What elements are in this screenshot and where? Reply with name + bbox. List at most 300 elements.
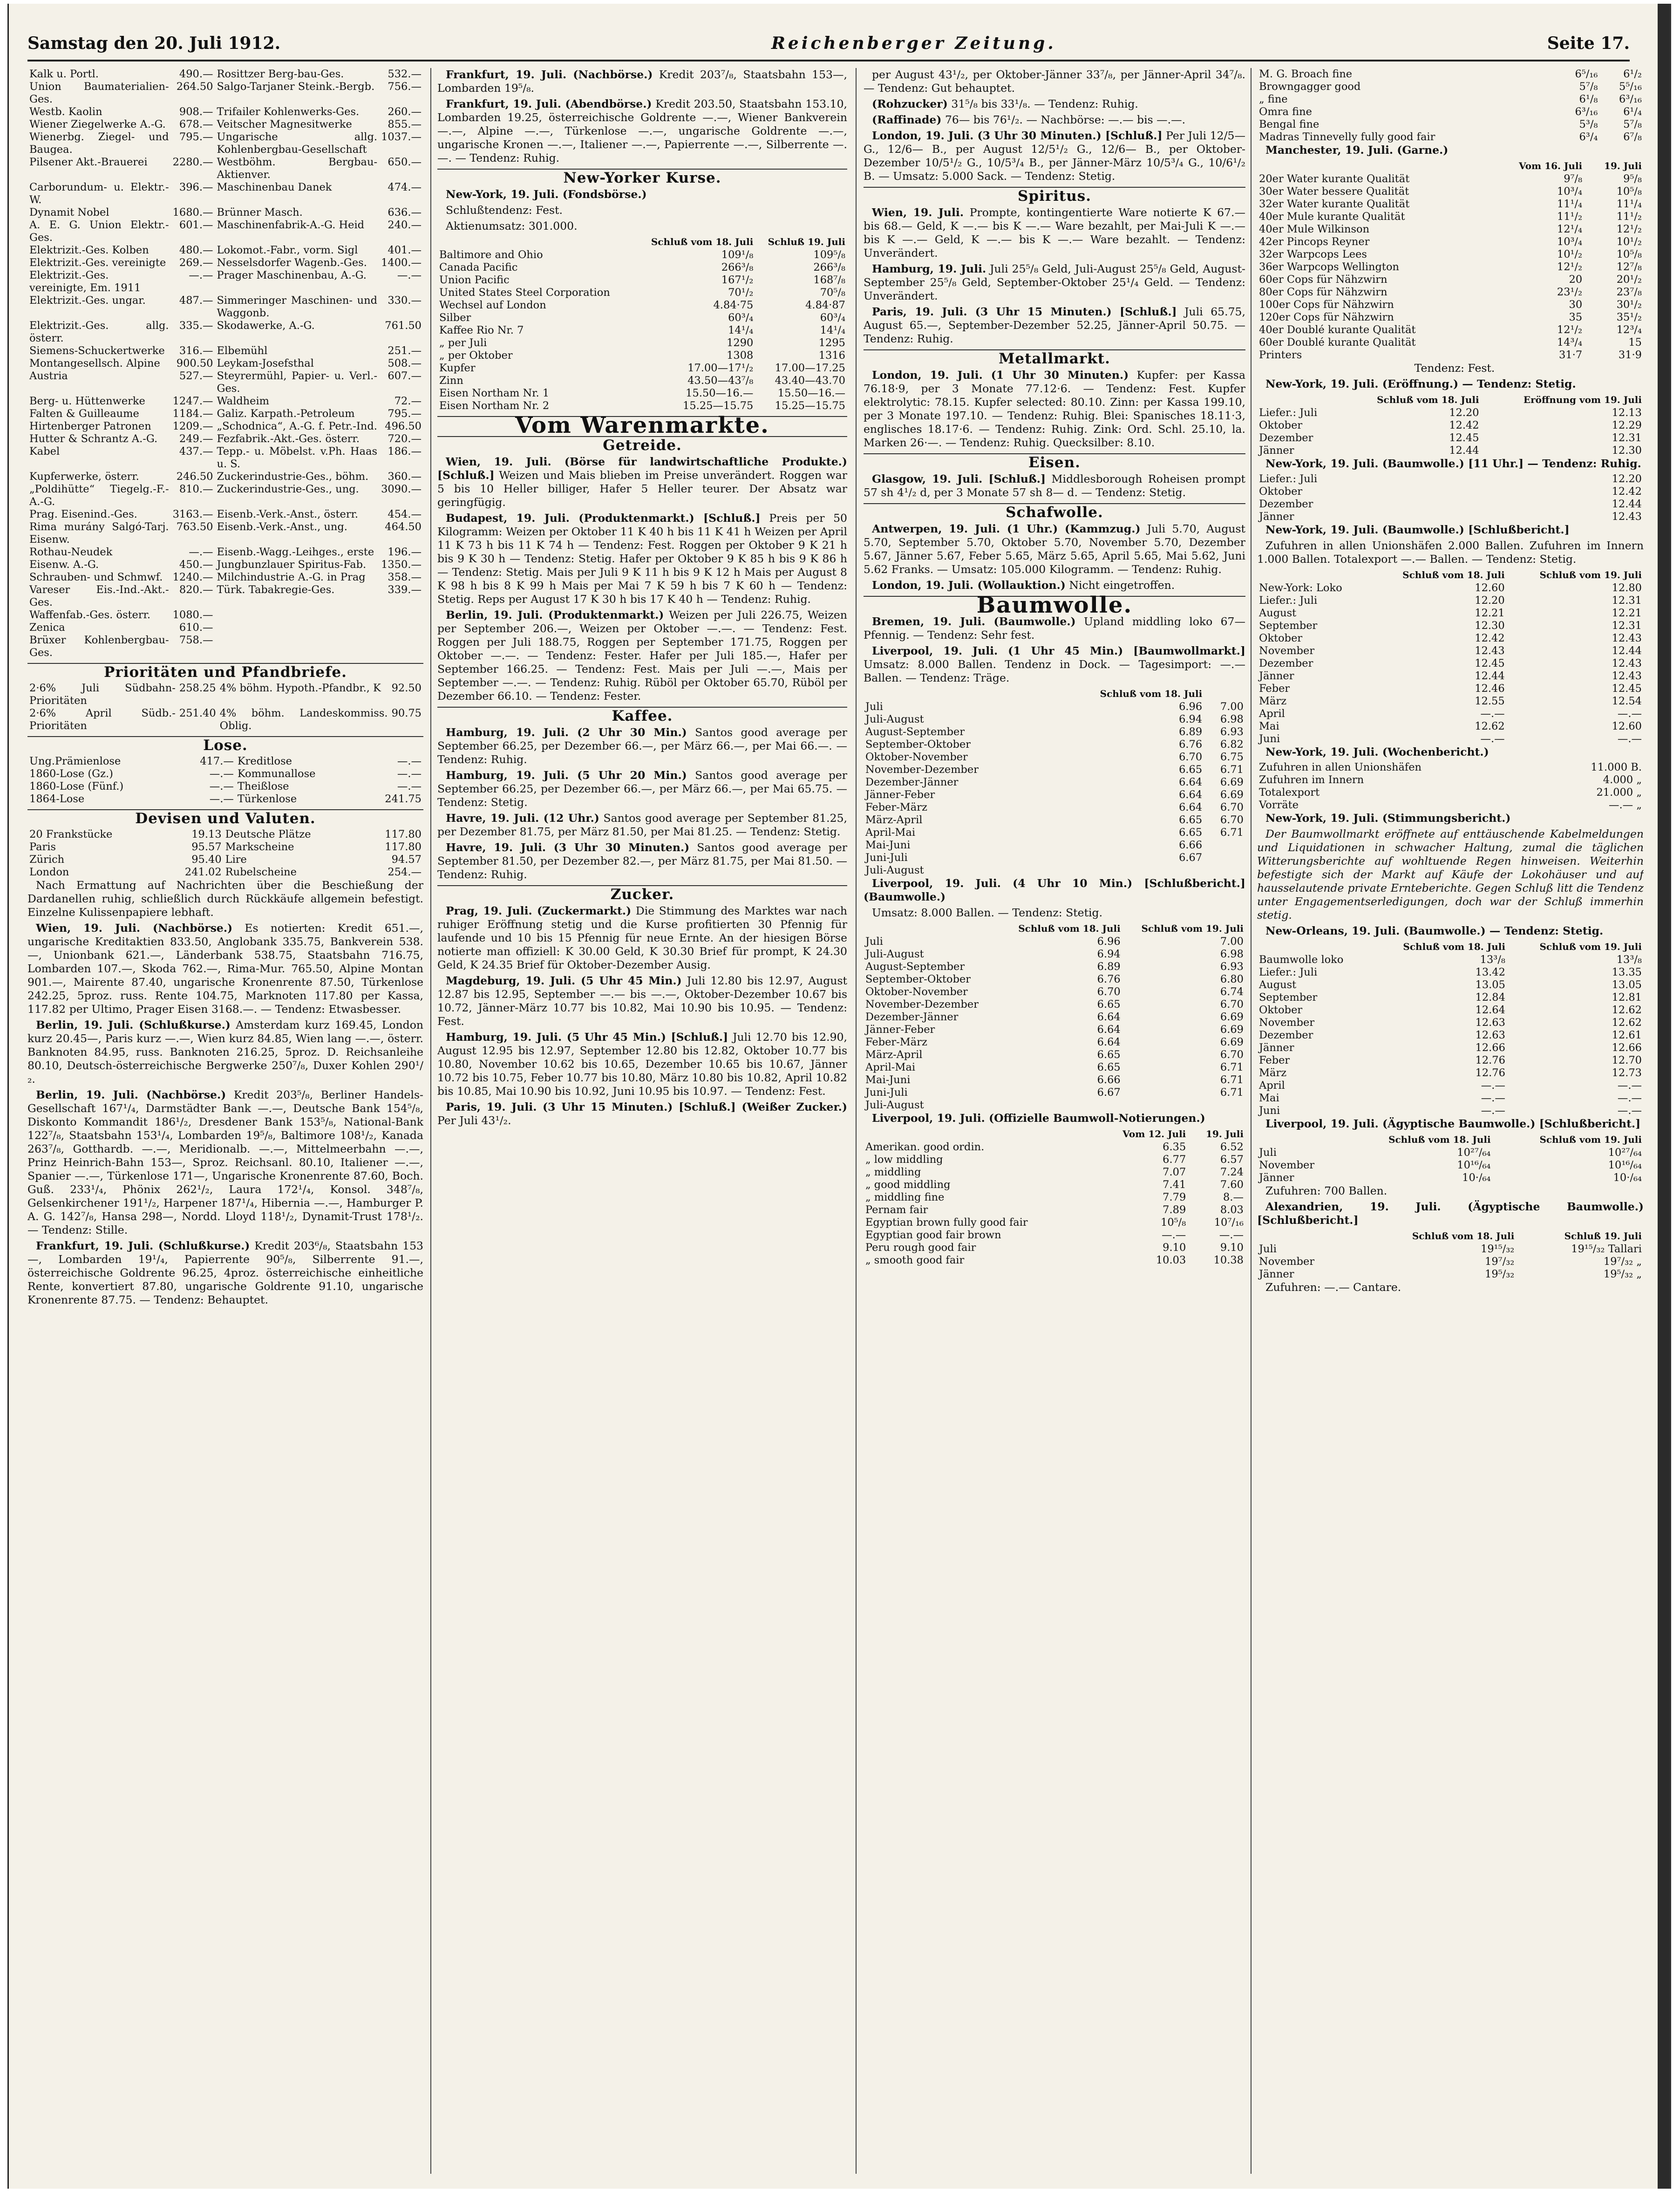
page-header (27, 27, 1630, 61)
report-head: Frankfurt, 19. Juli. (Nachbörse.) (446, 68, 653, 81)
cell-value: 10·/₆₄ (1462, 1172, 1491, 1184)
table-row (864, 864, 1245, 877)
cell-label: Westböhm. Bergbau-Aktienver. (217, 156, 378, 181)
cell-value: 1080.— (172, 609, 213, 621)
table-row (437, 274, 847, 287)
cell-label: „Poldihütte“ Tiegelg.-F.-A.-G. (29, 483, 169, 508)
cell-value: 12.21 (1612, 607, 1642, 619)
table-row (437, 249, 847, 261)
cell-value: —.— (397, 768, 422, 780)
cell-label: Kupferwerke, österr. (29, 471, 139, 483)
table-row (437, 349, 847, 362)
table-row (1257, 118, 1644, 131)
col-head: Schluß vom 18. Juli (651, 236, 754, 247)
cell-value: 12.62 (1475, 720, 1505, 732)
market-report (437, 904, 847, 972)
cell-value: 1316 (818, 349, 845, 362)
cell-value: 454.— (388, 508, 422, 520)
cell-label: Rubelscheine (225, 866, 297, 878)
table-row (1257, 670, 1644, 683)
report-text: Der Baumwollmarkt eröffnete auf enttäuschende Kabelmeldungen und Liquidationen in schwacher Haltung, zumal die täglichen Witterungsberichte auf wohltuende Regen hinweisen. Weiterhin befestigte sich der Markt auf Käufe der Lokohäuser und auf hausselautende private Ernteberichte. Gegen Schluß litt die Tendenz unter Engagementserledigungen, doch war der Schluß immerhin stetig. (1257, 827, 1644, 922)
report-head: New-York, 19. Juli. (Fondsbörse.) (446, 188, 647, 201)
cell-value: 258.25 (179, 682, 216, 694)
cell-label: Eisen Northam Nr. 1 (439, 387, 550, 399)
cell-label: Elektrizit.-Ges. ungar. (29, 294, 146, 307)
cell-value: 490.— (179, 68, 213, 80)
cell-value: 6³/₄ (1579, 131, 1598, 143)
cell-value: 43.50—43⁷/₈ (687, 375, 754, 387)
cell-value: 12.76 (1475, 1067, 1505, 1079)
report-head: Berlin, 19. Juli. (Produktenmarkt.) (446, 608, 664, 621)
cell-value: 14¹/₄ (820, 324, 845, 336)
report-text: Es notierten: Kredit 651.—, ungarische Kreditaktien 833.50, Anglobank 335.75, Bankverein 538.—, Unionbank 621.—, Länderbank 538.75, Staatsbahn 716.75, Lombarden 107.—, Skoda 762.—, Rima-Mur. 765.50, Alpine Montan 901.—, Mairente 87.40, ungarische Kronenrente 87.50, Türkenlose 242.25, 5proz. russ. Rente 104.75, Marknoten 117.80 per Kassa, 117.82 per Ultimo, Prager Eisen 3168.—. — Tendenz: Etwasbesser. (27, 922, 423, 1016)
table-row (1257, 1042, 1644, 1054)
cell-value: 763.50 (176, 521, 213, 533)
cell-value: 11.000 B. (1591, 761, 1642, 773)
cell-value: 1680.— (172, 206, 213, 218)
table-row (27, 320, 423, 345)
cell-label: Amerikan. good ordin. (865, 1141, 985, 1153)
report-head: Liverpool, 19. Juli. (Offizielle Baumwoll-Notierungen.) (872, 1112, 1205, 1125)
cell-label: Elektrizit.-Ges. vereinigte (29, 257, 166, 269)
cell-value: 20 (1569, 273, 1583, 286)
report-text: Nicht eingetroffen. (1069, 579, 1175, 592)
cell-value: 6.70 (1179, 751, 1203, 763)
market-report (864, 97, 1245, 111)
cell-value: 264.50 (176, 81, 213, 93)
section-title: Devisen und Valuten. (27, 809, 423, 826)
cell-value: 7.24 (1220, 1166, 1244, 1178)
table-row (1257, 299, 1644, 311)
cell-value: 14¹/₄ (728, 324, 754, 336)
table-row (27, 682, 423, 707)
cell-label: Nesselsdorfer Wagenb.-Ges. (217, 257, 367, 269)
cell-value: 330.— (388, 294, 422, 307)
report-list (864, 615, 1245, 685)
cell-label: Lokomot.-Fabr., vorm. Sigl (217, 244, 358, 256)
cell-label: Kommunallose (237, 768, 316, 780)
cell-value: 6.94 (1179, 713, 1203, 725)
table-row (1257, 594, 1644, 607)
cell-value: 12.30 (1475, 620, 1505, 632)
cell-value: 6.70 (1220, 801, 1244, 813)
market-report (437, 455, 847, 509)
cell-value: 855.— (388, 118, 422, 130)
cell-value: 6.67 (1097, 1086, 1121, 1099)
cell-value: 19¹⁵/₃₂ (1481, 1243, 1515, 1255)
report-list (437, 904, 847, 1127)
cell-label: November (1259, 1017, 1315, 1029)
cell-label: August (1259, 979, 1297, 991)
cell-value: 6.80 (1220, 973, 1244, 985)
report-text: Juli 5.70, August 5.70, September 5.70, Oktober 5.70, November 5.70, Dezember 5.67, Jänner 5.67, Feber 5.65, März 5.65, April 5.65, Mai 5.62, Juni 5.62 Franks. — Umsatz: 105.000 Kilogramm. — Tendenz: Ruhig. (864, 522, 1245, 576)
col-head: Schluß vom 19. Juli (1539, 941, 1642, 952)
cell-value: 6.57 (1220, 1154, 1244, 1166)
cell-label: Silber (439, 312, 471, 324)
market-report (437, 974, 847, 1028)
cell-label: Pilsener Akt.-Brauerei (29, 156, 148, 168)
cell-value: 360.— (388, 471, 422, 483)
table-row (27, 257, 423, 269)
cell-value: 795.— (388, 408, 422, 420)
cell-label: „ smooth good fair (865, 1254, 965, 1266)
cell-label: Jänner-Feber (865, 1024, 935, 1036)
table-row (1257, 979, 1644, 991)
cell-value: 12.64 (1475, 1004, 1505, 1016)
cell-label: November-Dezember (865, 764, 979, 776)
cell-label: Wiener Ziegelwerke A.-G. (29, 118, 166, 130)
cell-value: 260.— (388, 106, 422, 118)
cell-label: Berg- u. Hüttenwerke (29, 395, 145, 407)
cell-value (1498, 485, 1512, 498)
table-row (27, 471, 423, 483)
cell-value: —.— (209, 793, 234, 805)
cell-value: 12.43 (1612, 657, 1642, 669)
market-report (864, 579, 1245, 592)
cell-value: 12.42 (1612, 485, 1642, 498)
table-row (1257, 211, 1644, 223)
cell-value: 12.13 (1612, 407, 1642, 419)
cell-value: 6.69 (1220, 1036, 1244, 1048)
cell-label: Leykam-Josefsthal (217, 357, 314, 369)
cell-value: 266³/₈ (813, 261, 845, 273)
cell-label: Liefer.: Juli (1259, 966, 1318, 978)
cell-label (215, 634, 380, 659)
table-row (437, 387, 847, 400)
table-row (864, 1074, 1245, 1086)
report-head: Hamburg, 19. Juli. (2 Uhr 30 Min.) (446, 726, 687, 739)
cell-label: 1860-Lose (Fünf.) (29, 780, 124, 792)
cell-label: 60er Doublé kurante Qualität (1259, 336, 1416, 348)
table-row (27, 445, 423, 471)
cell-label: Juni-Juli (865, 852, 908, 864)
cell-label: Milchindustrie A.-G. in Prag (217, 571, 366, 583)
cell-value: —.— (1480, 733, 1505, 745)
cell-value: 12¹/₄ (1557, 223, 1583, 235)
cell-value: 10²⁷/₆₄ (1457, 1147, 1491, 1159)
cell-label: März-April (865, 814, 923, 826)
report-head: New-York, 19. Juli. (Baumwolle.) [Schlußbericht.] (1265, 523, 1570, 536)
table-row (27, 483, 423, 508)
cell-label: Markscheine (225, 841, 294, 853)
column-rule (430, 68, 431, 2174)
report-head: Frankfurt, 19. Juli. (Abendbörse.) (446, 97, 652, 110)
cell-value: 12.31 (1612, 594, 1642, 607)
section-title: Baumwolle. (864, 596, 1245, 612)
table-row (27, 269, 423, 294)
cell-value: 6.52 (1220, 1141, 1244, 1153)
market-report (437, 68, 847, 95)
report-list (864, 472, 1245, 499)
table-row (1257, 444, 1644, 457)
cell-label: Eisen Northam Nr. 2 (439, 400, 550, 412)
table-row (1257, 954, 1644, 966)
cell-value: 251.40 (179, 707, 216, 719)
cell-value: 167¹/₂ (721, 274, 754, 286)
cell-label: „ fine (1259, 93, 1288, 105)
cell-value: 13³/₈ (1616, 954, 1642, 966)
cell-label: Jänner (1259, 670, 1294, 682)
table-row (1257, 1243, 1644, 1256)
cell-value: 6³/₁₆ (1575, 106, 1598, 118)
cell-label: 42er Pincops Reyner (1259, 236, 1370, 248)
ny-quotes-table (437, 235, 847, 412)
report-head: Wien, 19. Juli. (872, 206, 964, 219)
table-row (437, 324, 847, 337)
report-head: Antwerpen, 19. Juli. (1 Uhr.) (Kammzug.) (872, 522, 1141, 535)
table-row (864, 1049, 1245, 1061)
report-head: New-York, 19. Juli. (Stimmungsbericht.) (1265, 812, 1511, 825)
cell-value: 12.42 (1449, 419, 1479, 431)
cell-label: Kupfer (439, 362, 476, 374)
table-row (437, 400, 847, 412)
cell-value: 464.50 (385, 521, 422, 533)
cell-value: 2280.— (172, 156, 213, 168)
cell-value: 6.66 (1097, 1074, 1121, 1086)
cell-value: —.— (1481, 1079, 1505, 1092)
prior-table (27, 682, 423, 732)
cell-value: 908.— (179, 106, 213, 118)
table-row (27, 546, 423, 559)
market-report (864, 262, 1245, 303)
report-head: Glasgow, 19. Juli. [Schluß.] (872, 472, 1046, 485)
table-row (864, 726, 1245, 738)
table-row (1257, 1159, 1644, 1172)
report-text: Per Juli 43¹/₂. (437, 1114, 511, 1127)
cell-value: 10.03 (1156, 1254, 1186, 1266)
report-head: Liverpool, 19. Juli. (1 Uhr 45 Min.) [Baumwollmarkt.] (872, 644, 1245, 657)
cell-label: Juli (1259, 1147, 1277, 1159)
col-head: Schluß vom 19. Juli (1539, 569, 1642, 580)
cell-value: 7.00 (1220, 935, 1244, 948)
cell-value: 1184.— (172, 408, 213, 420)
table-row (864, 1254, 1245, 1267)
table-row (864, 814, 1245, 826)
cell-value: 60³/₄ (728, 312, 754, 324)
cell-label: Lire (225, 853, 247, 866)
market-report (437, 97, 847, 165)
cell-value: 6.69 (1220, 776, 1244, 788)
report-text: Die Stimmung des Marktes war nach ruhiger Eröffnung stetig und die Kurse profitierten 30 Pfennig für laufende und 10 bis 15 Pfennig für neue Ernte. An der hiesigen Börse notierte man offiziell: K 30.00 Geld, K 30.30 Brief für prompt, K 24.30 Geld, K 24.35 Brief für Oktober-Dezember Ausig. (437, 904, 847, 971)
report-text: Santos good average per September 66.25, per Dezember 66.—, per März 66.—, per Mai 65.75. — Tendenz: Stetig. (437, 769, 847, 809)
cell-label: Liefer.: Juli (1259, 473, 1318, 485)
cell-label: Kalk u. Portl. (29, 68, 99, 80)
lose-table (27, 755, 423, 805)
table-row (27, 106, 423, 118)
cell-value: 610.— (179, 621, 213, 634)
table-row (27, 345, 423, 357)
cell-value: 12.63 (1475, 1029, 1505, 1041)
cell-label: „ per Oktober (439, 349, 513, 362)
report-text: Santos good average per September 66.25, per Dezember 66.—, per März 66.—, per Mai 66.—. — Tendenz: Ruhig. (437, 726, 847, 766)
table-row (1257, 708, 1644, 720)
cell-value: —.— (1617, 733, 1642, 745)
cell-value: 6.65 (1097, 1061, 1121, 1073)
cell-value: 30¹/₂ (1616, 299, 1642, 311)
cell-value: 13.05 (1612, 979, 1642, 991)
cell-value: 10²⁷/₆₄ (1608, 1147, 1642, 1159)
market-report (27, 1018, 423, 1086)
cell-label: Zuckerindustrie-Ges., böhm. (217, 471, 369, 483)
report-head: Havre, 19. Juli. (3 Uhr 30 Minuten.) (446, 841, 690, 854)
cell-value: 12.31 (1612, 432, 1642, 444)
cell-label: Fezfabrik.-Akt.-Ges. österr. (217, 433, 360, 445)
table-row (864, 701, 1245, 713)
cell-label: „ good middling (865, 1179, 951, 1191)
cell-value: 527.— (179, 370, 213, 382)
table-row (864, 852, 1245, 864)
cell-value: 19⁷/₃₂ (1485, 1256, 1515, 1268)
cell-label: Dezember (1259, 498, 1313, 510)
cell-label: September (1259, 991, 1318, 1003)
table-row (27, 793, 423, 805)
cell-value: 6.77 (1163, 1154, 1186, 1166)
cell-value: 5⁷/₈ (1623, 118, 1642, 130)
cell-value: 196.— (388, 546, 422, 558)
cell-value: 269.— (179, 257, 213, 269)
cell-value: 6.65 (1179, 814, 1203, 826)
market-note: Nach Ermattung auf Nachrichten über die Beschießung der Dardanellen ruhig, schließlich durch Rückkäufe allgemein befestigt. Einzelne Kulissenpapiere lebhaft. (27, 879, 423, 919)
column-4 (1257, 68, 1644, 2183)
cell-label: Eisenb.-Verk.-Anst., österr. (217, 508, 359, 520)
cell-value: 1400.— (381, 257, 422, 269)
cell-value: 1240.— (172, 571, 213, 583)
table-row (864, 789, 1245, 801)
cell-value: 109¹/₈ (721, 249, 754, 261)
ny-cotton-table (1257, 568, 1644, 745)
cell-value: 12.43 (1612, 670, 1642, 682)
cell-label: Brünner Masch. (217, 206, 303, 218)
liverpool-egypt-table (1257, 1133, 1644, 1184)
cell-value: 1350.— (381, 559, 422, 571)
cell-value: —.— (209, 780, 234, 792)
cell-value: 13.42 (1475, 966, 1505, 978)
cell-label: November (1259, 1159, 1315, 1171)
cell-label: 80er Cops für Nähzwirn (1259, 286, 1388, 298)
cell-value: 13.35 (1612, 966, 1642, 978)
cell-value: 12.55 (1475, 695, 1505, 707)
cell-value: 12.42 (1475, 632, 1505, 644)
cell-value: 6.70 (1220, 1049, 1244, 1061)
report-text: per August 43¹/₂, per Oktober-Jänner 33⁷/₈, per Jänner-April 34⁷/₈. — Tendenz: Gut behauptet. (864, 68, 1245, 95)
table-row (864, 998, 1245, 1011)
cell-label: August-September (865, 961, 965, 973)
cell-value: 15 (1628, 336, 1642, 348)
table-row (27, 219, 423, 244)
table-row (27, 131, 423, 156)
cell-value: 15.50—16.— (777, 387, 845, 399)
cell-value: 12.45 (1449, 432, 1479, 444)
table-row (1257, 733, 1644, 745)
cell-label: Mai (1259, 1092, 1279, 1104)
cell-value: 480.— (179, 244, 213, 256)
cell-label: Jänner-Feber (865, 789, 935, 801)
cell-value: 6.35 (1163, 1141, 1186, 1153)
cell-value: 10¹/₂ (1616, 236, 1642, 248)
cell-value: 12.20 (1449, 407, 1479, 419)
report-head: Liverpool, 19. Juli. (4 Uhr 10 Min.) [Schlußbericht.] (Baumwolle.) (864, 877, 1245, 903)
cell-value: 10¹⁶/₆₄ (1608, 1159, 1642, 1171)
cell-label: Jänner (1259, 1268, 1294, 1280)
cell-label: Juli-August (865, 864, 924, 876)
column-2 (437, 68, 847, 2183)
table-row (1257, 273, 1644, 286)
cell-label: 32er Water kurante Qualität (1259, 198, 1410, 210)
liverpool-official-table (864, 1127, 1245, 1267)
cell-value: 6.65 (1179, 826, 1203, 839)
cell-value: 756.— (388, 81, 422, 93)
table-row (27, 841, 423, 853)
cell-value: 31·7 (1559, 349, 1583, 361)
market-report (864, 206, 1245, 260)
table-row (1257, 185, 1644, 198)
cell-label: Oktober (1259, 419, 1303, 431)
cell-value: 10¹/₂ (1557, 248, 1583, 260)
table-row (1257, 261, 1644, 273)
page-number: Seite 17. (1547, 34, 1630, 53)
section-title: Kaffee. (437, 707, 847, 723)
cell-label: „ low middling (865, 1154, 943, 1166)
market-report (437, 512, 847, 606)
cell-value: 6.76 (1097, 973, 1121, 985)
report-text: Per Juli 12/5— G., 12/6— B., per August 12/5¹/₂ G., 12/6— B., per Oktober-Dezember 10/5¹/₂ G., 10/5³/₄ B., per Jänner-März 10/5³/₄ G., 10/6¹/₂ B. — Umsatz: 5.000 Sack. — Tendenz: Stetig. (864, 129, 1245, 183)
cell-value: —.— (1617, 1092, 1642, 1104)
table-row (864, 764, 1245, 776)
cell-value: 94.57 (391, 853, 422, 866)
report-head: (Rohzucker) (872, 97, 948, 110)
cell-label: Dezember (1259, 657, 1313, 669)
cell-value: 6.93 (1220, 961, 1244, 973)
table-row (1257, 106, 1644, 118)
cell-value (1204, 839, 1245, 852)
cell-label: Bengal fine (1259, 118, 1320, 130)
cell-label: Türk. Tabakregie-Ges. (217, 584, 335, 596)
cell-value: 13.05 (1475, 979, 1505, 991)
cell-value: 10·/₆₄ (1613, 1172, 1642, 1184)
cell-value: 20¹/₂ (1616, 273, 1642, 286)
cell-label: Browngagger good (1259, 81, 1361, 93)
cell-value: 12.70 (1612, 1054, 1642, 1066)
scan-edge (1658, 4, 1670, 2189)
cell-label: „ per Juli (439, 337, 487, 349)
cotton-grades-table (1257, 68, 1644, 143)
cell-value: 21.000 „ (1596, 786, 1642, 799)
cell-value: 6³/₁₆ (1619, 93, 1642, 105)
cell-value: 249.— (179, 433, 213, 445)
report-text: Umsatz: 8.000 Ballen. Tendenz in Dock. — Tagesimport: —.— Ballen. — Tendenz: Träge. (864, 658, 1245, 684)
cell-value: 241.75 (385, 793, 422, 805)
report-head: Frankfurt, 19. Juli. (Schlußkurse.) (36, 1239, 250, 1252)
cell-label: Elektrizit.-Ges. Kolben (29, 244, 149, 256)
table-row (864, 973, 1245, 986)
report-head: New-Orleans, 19. Juli. (Baumwolle.) — Tendenz: Stetig. (1265, 924, 1604, 937)
cell-label: Ung.Prämienlose (29, 755, 121, 767)
cell-label: Hutter & Schrantz A.-G. (29, 433, 158, 445)
cell-label (215, 621, 380, 634)
cell-value: 11¹/₂ (1557, 211, 1583, 223)
cell-label: Juli-August (865, 1099, 924, 1111)
table-row (1257, 1147, 1644, 1159)
cell-label: Egyptian good fair brown (865, 1229, 1001, 1241)
col-head: Schluß 19. Juli (768, 236, 845, 247)
cell-value: 6.67 (1179, 852, 1203, 864)
report-text: Kredit 203⁵/₈, Berliner Handels-Gesellschaft 167¹/₄, Darmstädter Bank —.—, Deutsche Bank 154⁵/₈, Diskonto Kommandit 186¹/₂, Dresdener Bank 153⁵/₈, National-Bank 122⁷/₈, Staatsbahn 153¹/₄, Lombarden 19⁵/₈, Baltimore 108¹/₂, Kanada 263⁷/₈, Gotthardb. —.—, Meridionalb. —.—, Mittelmeerbahn —.—, Prinz Heinrich-Bahn 153—, Sproz. Reichsanl. 80.10, Italiener —.—, Spanier —.—, Türkenlose 171—, Ungarische Kronenrente 87.60, Boch. Guß. 233¹/₄, Phönix 262¹/₂, Laura 172¹/₄, Konsol. 348⁷/₈, Gelsenkirchener 191¹/₂, Harpener 187¹/₄, Hibernia —.—, Hamburger P. A. G. 142⁷/₈, Hansa 298—, Nordd. Lloyd 118¹/₂, Dynamit-Trust 178¹/₂. — Tendenz: Stille. (27, 1088, 423, 1236)
cell-value: 7.60 (1220, 1179, 1244, 1191)
cell-value: 339.— (388, 584, 422, 596)
table-row (27, 621, 423, 634)
cell-value: 6.64 (1097, 1024, 1121, 1036)
column-rule (856, 68, 857, 2174)
